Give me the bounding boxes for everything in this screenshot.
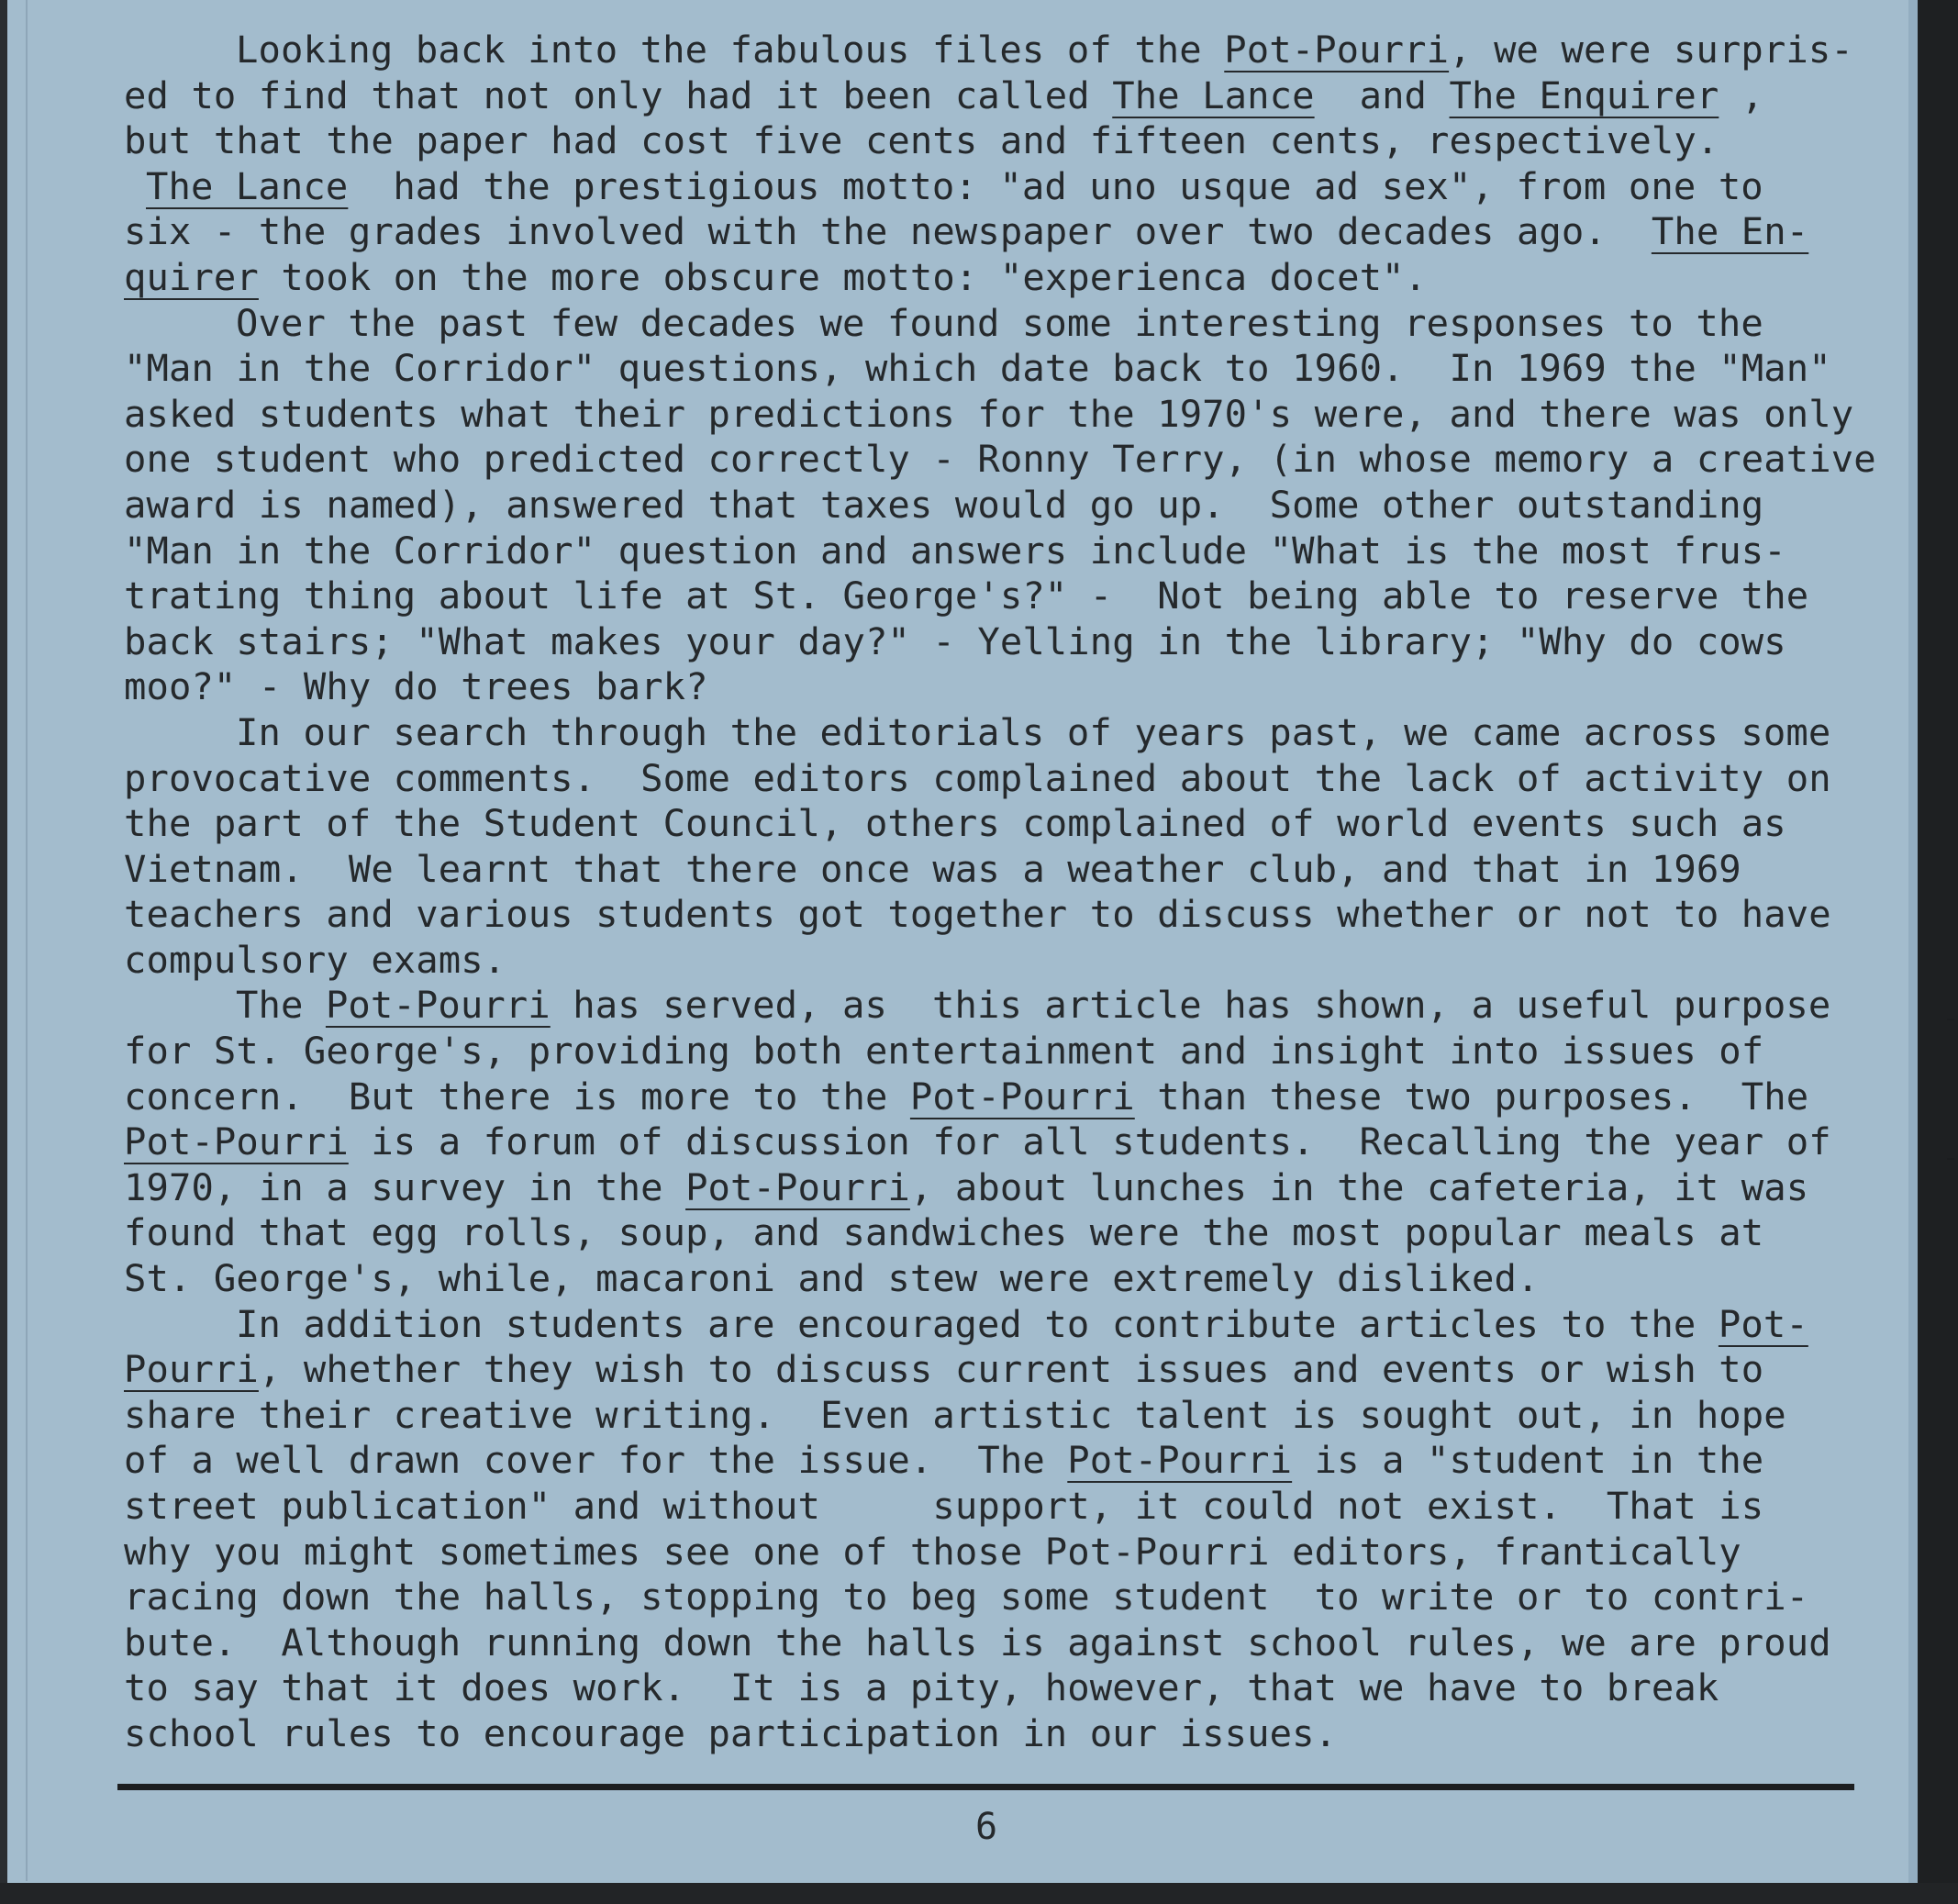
publication-title: Pot-Pourri: [909, 1074, 1135, 1119]
text-line: In our search through the editorials of years past, we came across some: [236, 709, 1831, 754]
text-line: St. George's, while, macaroni and stew were extremely disliked.: [124, 1256, 1540, 1301]
text-line: [124, 983, 1886, 1029]
publication-title: Pot-: [1718, 1301, 1808, 1346]
text-line: Vietnam. We learnt that there once was a weather club, and that in 1969: [124, 846, 1741, 891]
binding-mark: [1947, 1019, 1954, 1020]
text-line: one student who predicted correctly - Ronny Terry, (in whose memory a creative: [124, 437, 1876, 482]
publication-title: The Lance: [1112, 72, 1315, 117]
publication-title: quirer: [124, 254, 259, 299]
text-line: "Man in the Corridor" question and answers include "What is the most frus-: [124, 528, 1786, 573]
scan-edge-left: [0, 0, 7, 1904]
text-line: to say that it does work. It is a pity, however, that we have to break: [124, 1665, 1719, 1710]
text-line: [124, 28, 1886, 73]
text-run: concern. But there is more to the: [124, 1074, 910, 1119]
text-line: the part of the Student Council, others complained of world events such as: [124, 801, 1786, 846]
text-line: street publication" and without support, it could not exist. That is: [124, 1484, 1764, 1528]
text-line: [124, 209, 1886, 255]
text-line: school rules to encourage participation in our issues.: [124, 1710, 1338, 1755]
publication-title: Pourri: [124, 1347, 259, 1392]
text-line: but that the paper had cost five cents and fifteen cents, respectively.: [124, 118, 1719, 163]
page-edge-right: [1908, 0, 1918, 1886]
text-line: for St. George's, providing both entertainment and insight into issues of: [124, 1029, 1764, 1074]
text-run: The: [236, 983, 326, 1028]
publication-title: Pot-Pourri: [124, 1119, 349, 1164]
text-line: [124, 255, 1886, 301]
scan-edge-bottom: [0, 1883, 1958, 1904]
text-line: [124, 1347, 1886, 1393]
publication-title: Pot-Pourri: [1067, 1438, 1293, 1483]
text-line: [124, 1302, 1886, 1348]
text-line: provocative comments. Some editors complained about the lack of activity on: [124, 755, 1831, 800]
text-line: back stairs; "What makes your day?" - Yelling in the library; "Why do cows: [124, 618, 1786, 663]
text-line: bute. Although running down the halls is against school rules, we are proud: [124, 1620, 1831, 1665]
text-line: [124, 1165, 1886, 1211]
text-run: In addition students are encouraged to contribute articles to the: [236, 1301, 1719, 1346]
text-run: 1970, in a survey in the: [124, 1164, 686, 1209]
text-line: why you might sometimes see one of those Pot-Pourri editors, frantically: [124, 1529, 1741, 1574]
text-line: award is named), answered that taxes would go up. Some other outstanding: [124, 482, 1764, 527]
text-run: and: [1314, 72, 1450, 117]
text-run: is a "student in the: [1292, 1438, 1764, 1483]
text-line: compulsory exams.: [124, 937, 506, 982]
text-run: ,: [1719, 72, 1764, 117]
text-run: , we were surpris-: [1449, 28, 1853, 72]
text-line: found that egg rolls, soup, and sandwiches were the most popular meals at: [124, 1210, 1764, 1255]
text-line: moo?" - Why do trees bark?: [124, 664, 708, 709]
publication-title: Pot-Pourri: [1224, 28, 1450, 72]
text-line: [124, 164, 1886, 210]
text-run: , about lunches in the cafeteria, it was: [909, 1164, 1809, 1209]
article-body: [124, 28, 1886, 1757]
publication-title: Pot-Pourri: [685, 1164, 910, 1209]
text-line: trating thing about life at St. George's?" - Not being able to reserve the: [124, 573, 1809, 618]
publication-title: Pot-Pourri: [325, 983, 551, 1028]
text-line: [124, 73, 1886, 119]
text-line: Over the past few decades we found some interesting responses to the: [236, 300, 1763, 345]
footer-rule: [117, 1784, 1854, 1790]
text-line: racing down the halls, stopping to beg some student to write or to contri-: [124, 1575, 1809, 1620]
text-run: , whether they wish to discuss current issues and events or wish to: [258, 1347, 1764, 1392]
publication-title: The En-: [1651, 209, 1809, 254]
text-run: of a well drawn cover for the issue. The: [124, 1438, 1068, 1483]
page-number: 6: [974, 1806, 998, 1848]
text-line: [124, 1074, 1886, 1120]
text-run: [124, 164, 146, 208]
text-line: "Man in the Corridor" questions, which date back to 1960. In 1969 the "Man": [124, 346, 1831, 391]
text-run: had the prestigious motto: "ad uno usque ad sex", from one to: [348, 163, 1763, 208]
text-run: ed to find that not only had it been called: [124, 72, 1113, 117]
binding-mark: [1947, 1158, 1954, 1160]
text-line: asked students what their predictions for the 1970's were, and there was only: [124, 391, 1854, 436]
text-line: [124, 1438, 1886, 1484]
text-line: [124, 1119, 1886, 1165]
text-run: six - the grades involved with the newspaper over two decades ago.: [124, 209, 1652, 254]
text-run: has served, as this article has shown, a useful purpose: [550, 983, 1831, 1028]
text-run: took on the more obscure motto: "experienca docet".: [258, 254, 1428, 299]
text-run: is a forum of discussion for all students. Recalling the year of: [348, 1119, 1831, 1164]
publication-title: The Lance: [146, 163, 349, 208]
text-run: Looking back into the fabulous files of the: [236, 28, 1225, 72]
page-fold-line: [26, 0, 28, 1881]
text-run: than these two purposes. The: [1134, 1074, 1809, 1119]
scan-edge-right: [1918, 0, 1958, 1904]
text-line: teachers and various students got together to discuss whether or not to have: [124, 892, 1831, 937]
text-line: share their creative writing. Even artistic talent is sought out, in hope: [124, 1392, 1786, 1437]
publication-title: The Enquirer: [1449, 72, 1719, 117]
